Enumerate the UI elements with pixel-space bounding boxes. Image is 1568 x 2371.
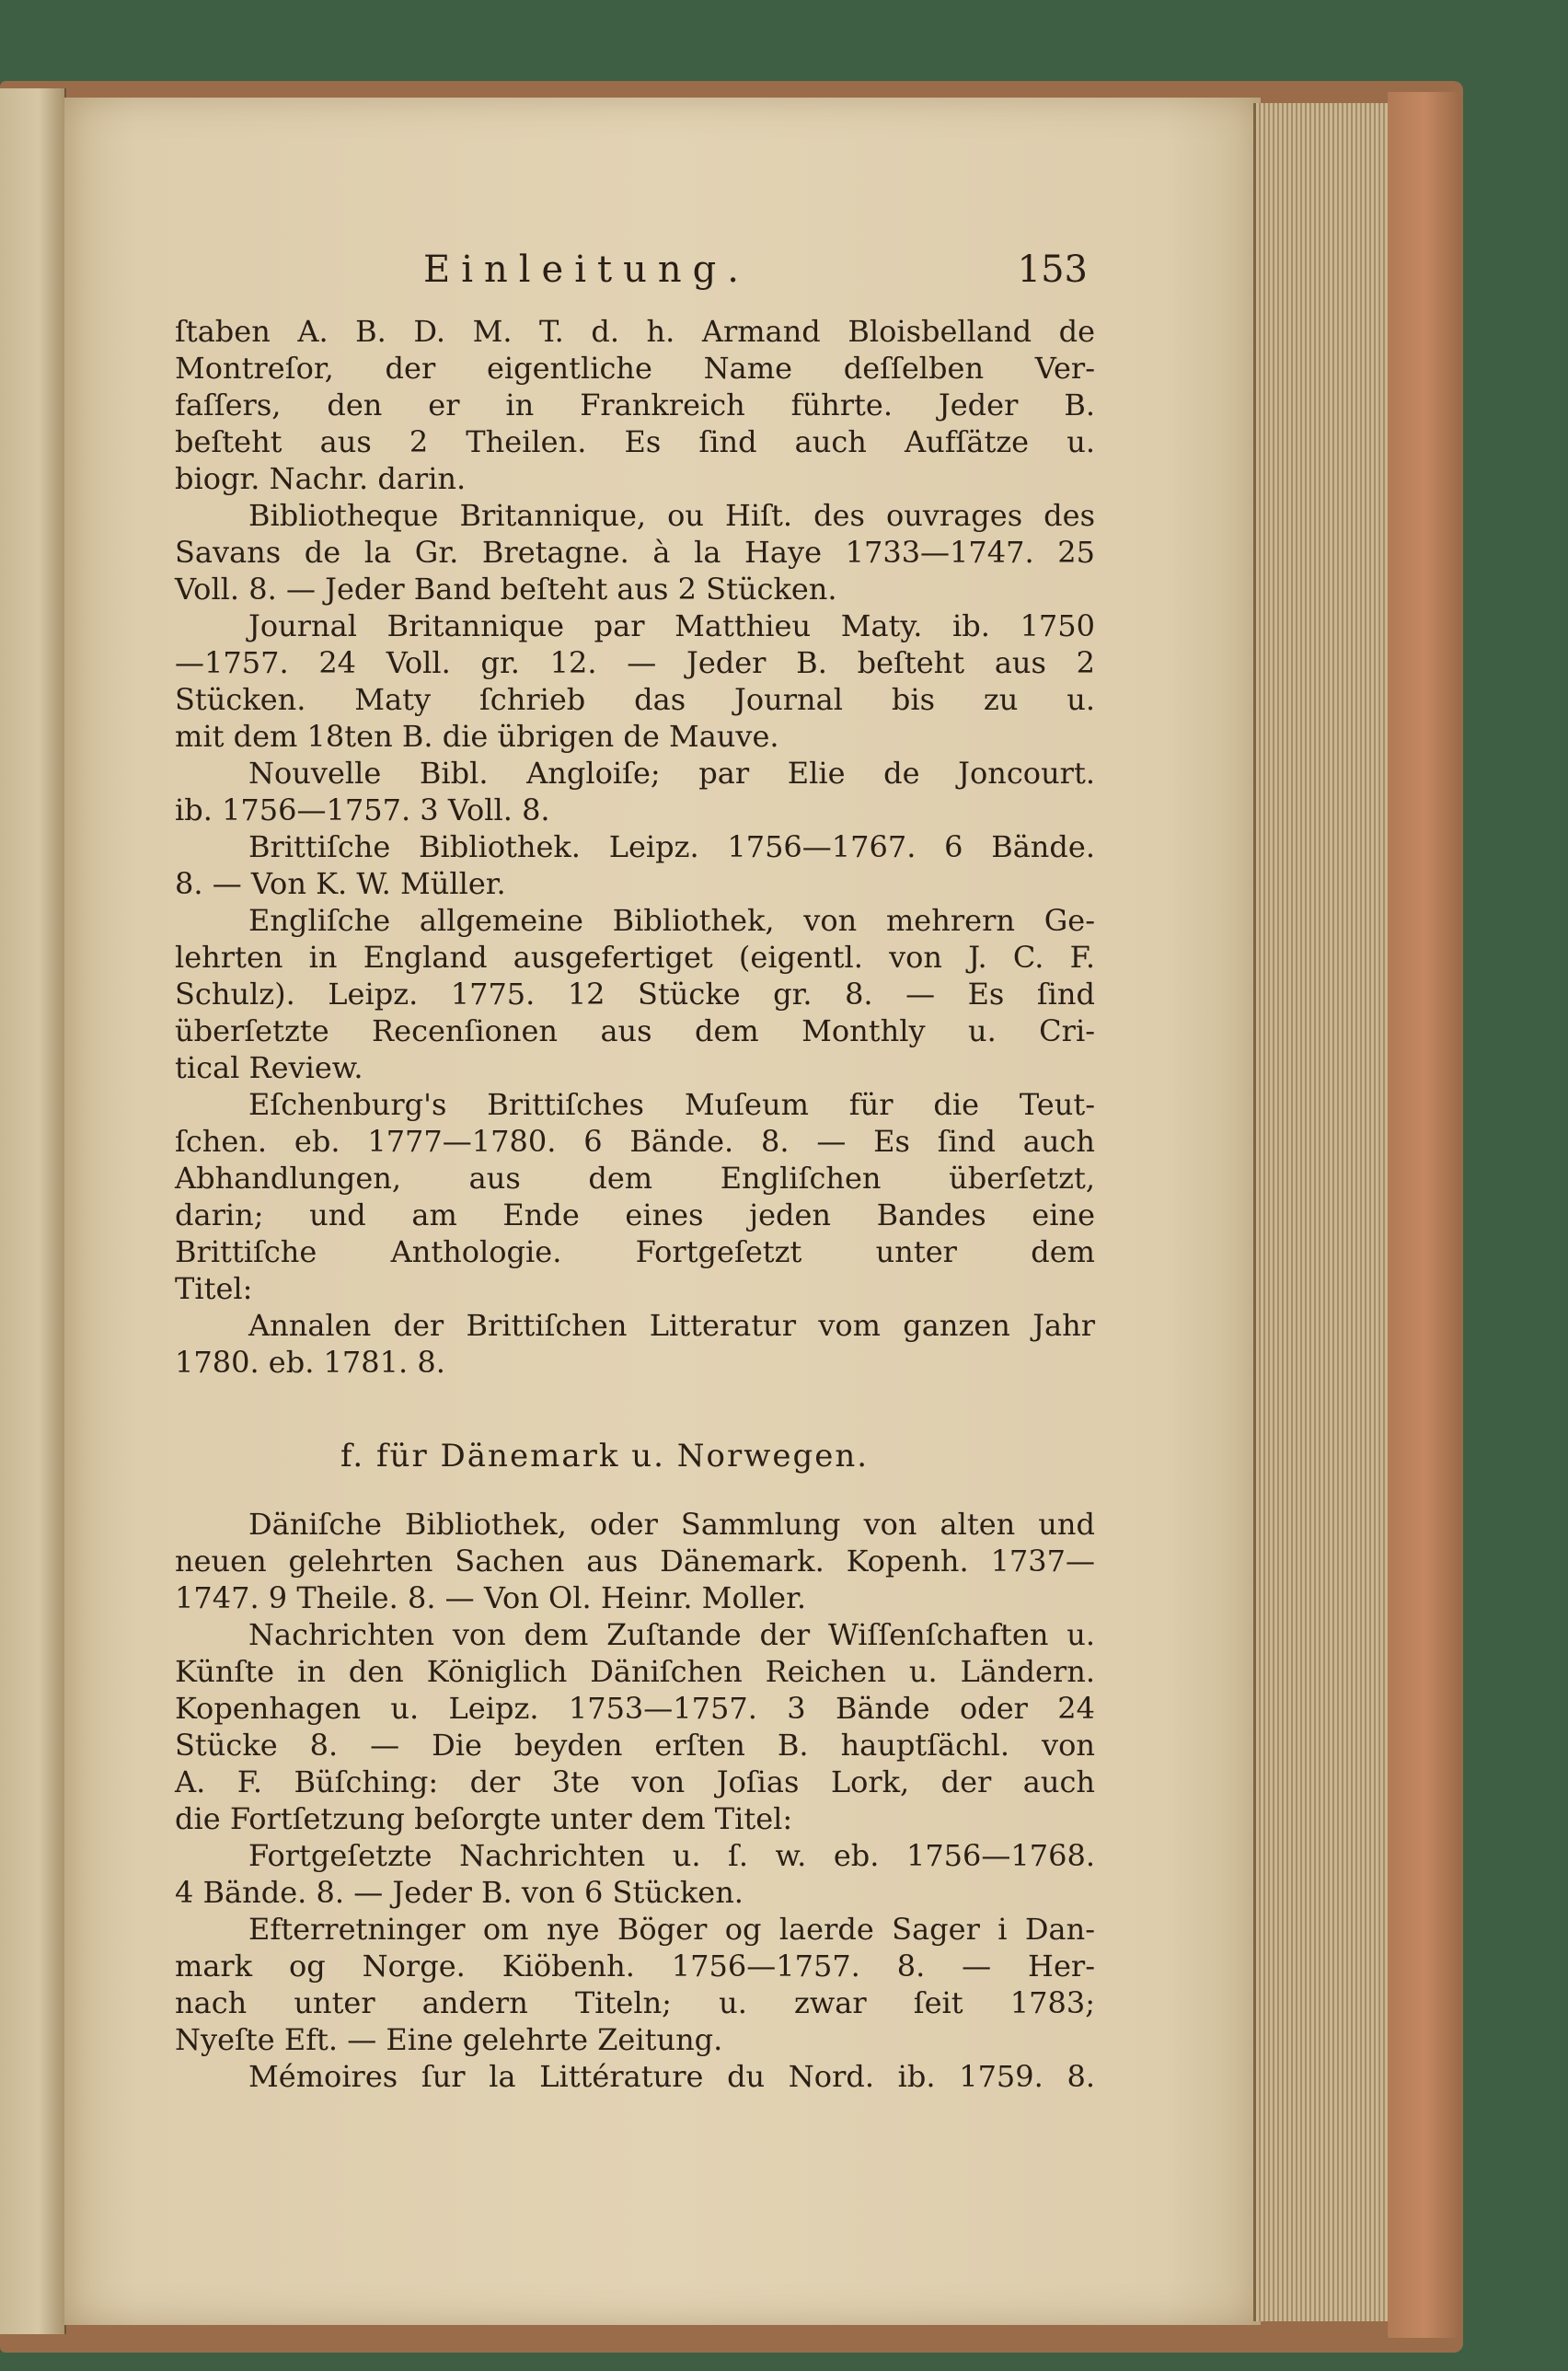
text-line: tical Review.: [175, 1050, 363, 1085]
text-line: Bibliotheque Britannique, ou Hiſt. des ouvrages des: [248, 498, 1095, 533]
text-line: Brittiſche Anthologie. Fortgeſetzt unter dem: [175, 1234, 1095, 1269]
text-line: Brittiſche Bibliothek. Leipz. 1756—1767. 6 Bände.: [248, 829, 1095, 864]
page-text: [175, 249, 1095, 2095]
text-line: faſſers, den er in Frankreich führte. Jeder B.: [175, 387, 1095, 422]
text-line: Nyeſte Eft. — Eine gelehrte Zeitung.: [175, 2022, 723, 2057]
section-heading: f. für Dänemark u. Norwegen.: [340, 1438, 870, 1475]
text-line: Abhandlungen, aus dem Engliſchen überſetzt,: [175, 1161, 1095, 1196]
text-line: lehrten in England ausgefertiget (eigentl. von J. C. F.: [175, 940, 1095, 975]
text-line: ſchen. eb. 1777—1780. 6 Bände. 8. — Es ſind auch: [175, 1124, 1095, 1159]
text-line: Titel:: [175, 1271, 253, 1306]
text-line: 8. — Von K. W. Müller.: [175, 866, 506, 901]
text-line: Annalen der Brittiſchen Litteratur vom ganzen Jahr: [248, 1308, 1095, 1343]
running-title: Einleitung.: [423, 249, 750, 291]
text-line: mit dem 18ten B. die übrigen de Mauve.: [175, 719, 779, 754]
text-line: beſteht aus 2 Theilen. Es ſind auch Aufſätze u.: [175, 424, 1095, 459]
text-line: Nachrichten von dem Zuſtande der Wiſſenſchaften u.: [248, 1617, 1095, 1652]
running-header: [175, 249, 1095, 313]
text-line: 1780. eb. 1781. 8.: [175, 1345, 445, 1380]
text-line: mark og Norge. Kiöbenh. 1756—1757. 8. — Her-: [175, 1949, 1095, 1984]
text-line: Journal Britannique par Matthieu Maty. ib. 1750: [248, 608, 1095, 643]
text-line: 1747. 9 Theile. 8. — Von Ol. Heinr. Moller.: [175, 1580, 807, 1615]
page-block-edges: [1253, 103, 1394, 2321]
text-line: Eſchenburg's Brittiſches Muſeum für die Teut-: [248, 1087, 1095, 1122]
text-line: neuen gelehrten Sachen aus Dänemark. Kopenh. 1737—: [175, 1544, 1095, 1579]
text-line: ſtaben A. B. D. M. T. d. h. Armand Bloisbelland de: [175, 314, 1095, 349]
text-block-2: [175, 1506, 1095, 2095]
text-line: die Fortſetzung beſorgte unter dem Titel:: [175, 1801, 793, 1836]
text-line: Däniſche Bibliothek, oder Sammlung von alten und: [248, 1507, 1095, 1542]
text-line: überſetzte Recenſionen aus dem Monthly u. Cri-: [175, 1013, 1095, 1048]
text-line: Fortgeſetzte Nachrichten u. ſ. w. eb. 1756—1768.: [248, 1838, 1095, 1873]
text-line: ib. 1756—1757. 3 Voll. 8.: [175, 792, 550, 827]
text-line: —1757. 24 Voll. gr. 12. — Jeder B. beſteht aus 2: [175, 645, 1095, 680]
text-line: Efterretninger om nye Böger og laerde Sager i Dan-: [248, 1912, 1095, 1947]
text-line: Nouvelle Bibl. Angloiſe; par Elie de Joncourt.: [248, 756, 1095, 791]
text-line: Savans de la Gr. Bretagne. à la Haye 1733—1747. 25: [175, 535, 1095, 570]
page-number: 153: [1017, 249, 1088, 291]
text-line: Schulz). Leipz. 1775. 12 Stücke gr. 8. — Es ſind: [175, 977, 1095, 1012]
text-line: Voll. 8. — Jeder Band beſteht aus 2 Stücken.: [175, 572, 837, 607]
text-line: Mémoires ſur la Littérature du Nord. ib. 1759. 8.: [248, 2059, 1095, 2094]
text-line: Kopenhagen u. Leipz. 1753—1757. 3 Bände oder 24: [175, 1691, 1095, 1726]
text-line: Engliſche allgemeine Bibliothek, von mehrern Ge-: [248, 903, 1095, 938]
text-line: 4 Bände. 8. — Jeder B. von 6 Stücken.: [175, 1875, 744, 1910]
text-line: A. F. Büſching: der 3te von Joſias Lork, der auch: [175, 1764, 1095, 1799]
text-line: Stücken. Maty ſchrieb das Journal bis zu u.: [175, 682, 1095, 717]
text-line: Künſte in den Königlich Däniſchen Reichen u. Ländern.: [175, 1654, 1095, 1689]
text-line: nach unter andern Titeln; u. zwar ſeit 1783;: [175, 1985, 1095, 2020]
text-line: darin; und am Ende eines jeden Bandes eine: [175, 1197, 1095, 1232]
text-line: Stücke 8. — Die beyden erſten B. hauptſächl. von: [175, 1728, 1095, 1763]
book-cover-right-edge: [1388, 92, 1461, 2338]
text-line: Montreſor, der eigentliche Name deſſelben Ver-: [175, 351, 1095, 386]
text-block-1: [175, 313, 1095, 1381]
previous-page-edge: [0, 88, 66, 2334]
text-line: biogr. Nachr. darin.: [175, 461, 467, 496]
